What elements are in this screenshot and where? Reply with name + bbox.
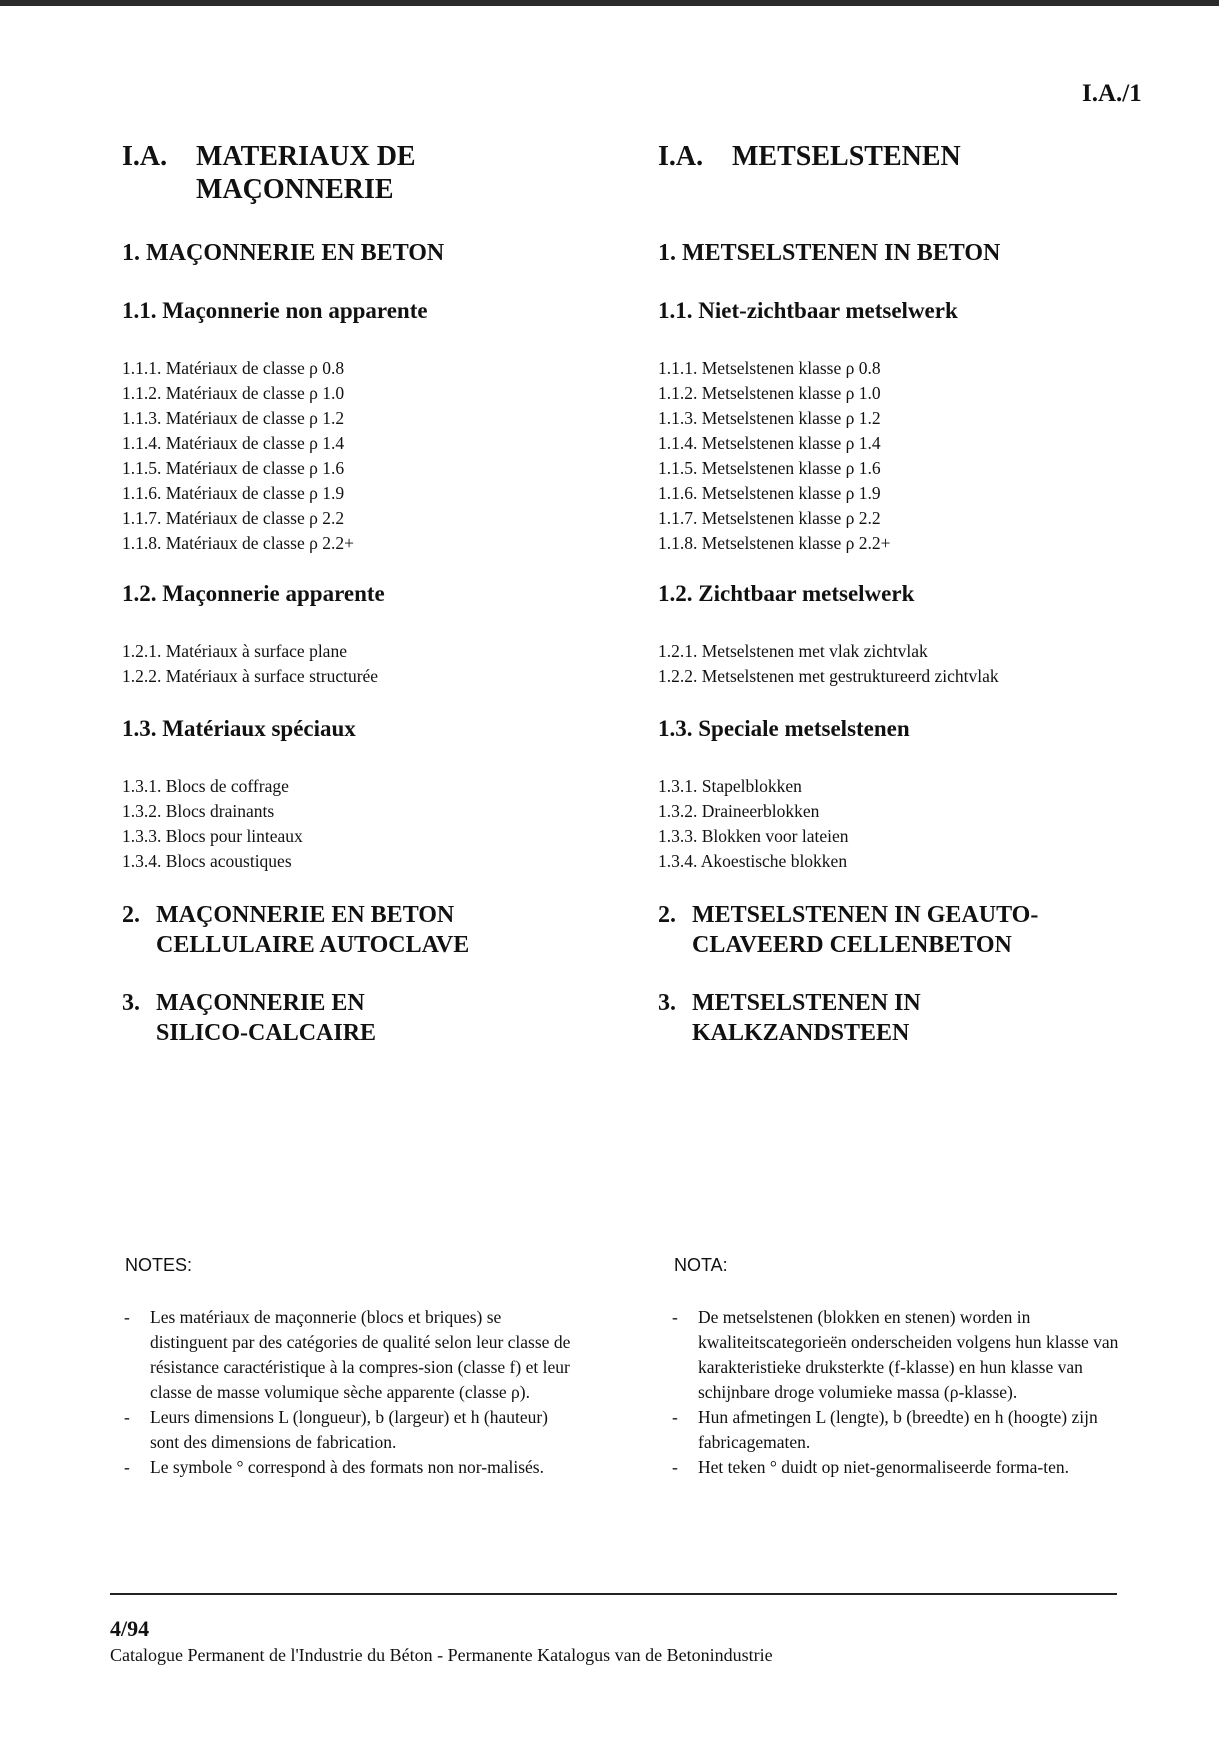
section-1-3-fr: 1.3. Matériaux spéciaux: [122, 716, 356, 741]
section-1-1-fr: 1.1. Maçonnerie non apparente: [122, 298, 428, 323]
note-item: - Les matériaux de maçonnerie (blocs et briques) se distinguent par des catégories de qualité selon leur classe de résistance caractéristique à la compres-sion (classe f) et leur classe de masse volumique sèche apparente (classe ρ).: [124, 1305, 579, 1405]
list-item: 1.3.2. Blocs drainants: [122, 801, 275, 821]
list-item: 1.1.6. Matériaux de classe ρ 1.9: [122, 483, 345, 503]
list-item: 1.1.2. Matériaux de classe ρ 1.0: [122, 383, 345, 403]
note-item: - Hun afmetingen L (lengte), b (breedte) en h (hoogte) zijn fabricagematen.: [672, 1405, 1127, 1455]
section-1-nl: 1. METSELSTENEN IN BETON: [658, 240, 1001, 266]
note-item: - Het teken ° duidt op niet-genormaliseerde forma-ten.: [672, 1455, 1127, 1480]
title-nl: I.A. METSELSTENEN: [658, 141, 961, 172]
section-3-fr: 3. MAÇONNERIE EN SILICO-CALCAIRE: [122, 990, 377, 1046]
notes-label-nl: NOTA:: [674, 1255, 728, 1275]
list-item: 1.1.3. Metselstenen klasse ρ 1.2: [658, 408, 881, 428]
notes-list-fr: [124, 1305, 579, 1480]
title-fr: I.A. MATERIAUX DE MAÇONNERIE: [122, 141, 416, 205]
list-1-3-fr: [122, 774, 303, 874]
list-item: 1.3.3. Blocs pour linteaux: [122, 826, 303, 846]
list-item: 1.3.2. Draineerblokken: [658, 801, 820, 821]
list-item: 1.2.1. Matériaux à surface plane: [122, 641, 347, 661]
list-item: 1.1.5. Matériaux de classe ρ 1.6: [122, 458, 345, 478]
section-2-nl: 2. METSELSTENEN IN GEAUTO- CLAVEERD CELLENBETON: [658, 902, 1039, 958]
list-item: 1.1.7. Matériaux de classe ρ 2.2: [122, 508, 345, 528]
footer-page-number: 4/94: [110, 1616, 150, 1641]
list-1-3-nl: [658, 774, 849, 874]
note-item: - Le symbole ° correspond à des formats non nor-malisés.: [124, 1455, 579, 1480]
list-item: 1.1.8. Metselstenen klasse ρ 2.2+: [658, 533, 891, 553]
footer-divider: [110, 1593, 1117, 1595]
list-item: 1.3.3. Blokken voor lateien: [658, 826, 849, 846]
section-1-2-nl: 1.2. Zichtbaar metselwerk: [658, 581, 915, 606]
list-1-2-nl: [658, 639, 999, 689]
list-item: 1.2.2. Matériaux à surface structurée: [122, 666, 379, 686]
note-item: - Leurs dimensions L (longueur), b (largeur) et h (hauteur) sont des dimensions de fabrication.: [124, 1405, 579, 1455]
list-1-1-fr: [122, 356, 354, 556]
list-item: 1.1.1. Metselstenen klasse ρ 0.8: [658, 358, 881, 378]
section-1-3-nl: 1.3. Speciale metselstenen: [658, 716, 910, 741]
list-item: 1.1.2. Metselstenen klasse ρ 1.0: [658, 383, 881, 403]
list-item: 1.3.4. Akoestische blokken: [658, 851, 848, 871]
notes-list-nl: [672, 1305, 1127, 1480]
list-item: 1.1.1. Matériaux de classe ρ 0.8: [122, 358, 345, 378]
list-item: 1.3.1. Stapelblokken: [658, 776, 802, 796]
top-border: [0, 0, 1219, 6]
page-reference: I.A./1: [1082, 80, 1142, 107]
list-item: 1.3.4. Blocs acoustiques: [122, 851, 292, 871]
notes-label-fr: NOTES:: [125, 1255, 193, 1275]
list-item: 1.2.1. Metselstenen met vlak zichtvlak: [658, 641, 928, 661]
list-1-2-fr: [122, 639, 378, 689]
section-1-fr: 1. MAÇONNERIE EN BETON: [122, 240, 445, 266]
list-item: 1.1.6. Metselstenen klasse ρ 1.9: [658, 483, 881, 503]
section-1-2-fr: 1.2. Maçonnerie apparente: [122, 581, 385, 606]
section-2-fr: 2. MAÇONNERIE EN BETON CELLULAIRE AUTOCLAVE: [122, 902, 470, 958]
section-1-1-nl: 1.1. Niet-zichtbaar metselwerk: [658, 298, 958, 323]
list-item: 1.2.2. Metselstenen met gestruktureerd zichtvlak: [658, 666, 999, 686]
list-item: 1.1.8. Matériaux de classe ρ 2.2+: [122, 533, 354, 553]
list-item: 1.3.1. Blocs de coffrage: [122, 776, 289, 796]
footer-title: Catalogue Permanent de l'Industrie du Béton - Permanente Katalogus van de Betonindustrie: [110, 1645, 773, 1665]
list-item: 1.1.5. Metselstenen klasse ρ 1.6: [658, 458, 881, 478]
list-1-1-nl: [658, 356, 890, 556]
note-item: - De metselstenen (blokken en stenen) worden in kwaliteitscategorieën onderscheiden volgens hun klasse van karakteristieke druksterkte (f-klasse) en hun klasse van schijnbare droge volumieke massa (ρ-klasse).: [672, 1305, 1127, 1405]
section-3-nl: 3. METSELSTENEN IN KALKZANDSTEEN: [658, 990, 921, 1046]
list-item: 1.1.3. Matériaux de classe ρ 1.2: [122, 408, 345, 428]
list-item: 1.1.7. Metselstenen klasse ρ 2.2: [658, 508, 881, 528]
list-item: 1.1.4. Metselstenen klasse ρ 1.4: [658, 433, 881, 453]
list-item: 1.1.4. Matériaux de classe ρ 1.4: [122, 433, 345, 453]
